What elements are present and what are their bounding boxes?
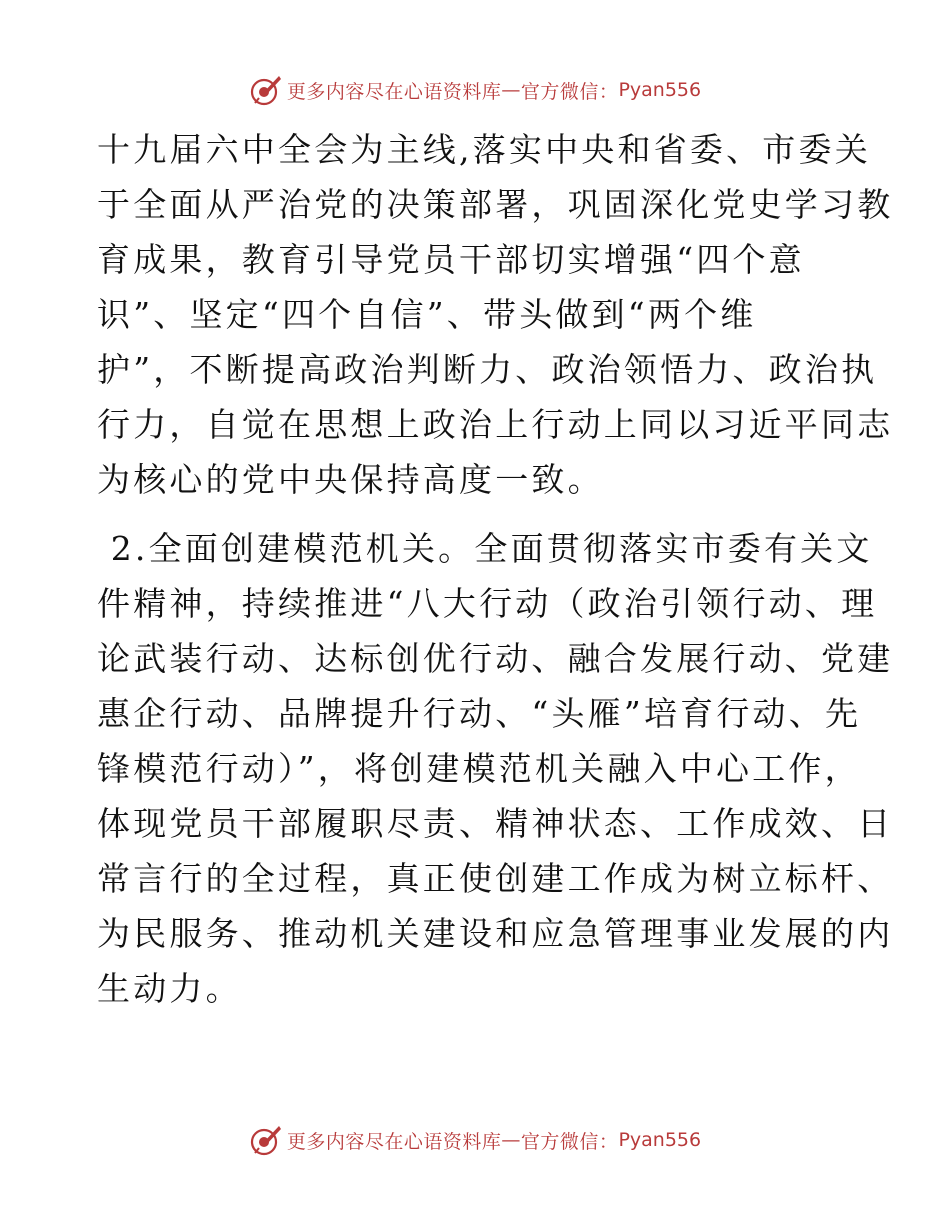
paragraph-1: [97, 122, 894, 507]
text-line: 论武装行动、达标创优行动、融合发展行动、党建: [97, 639, 894, 678]
text-line: 常言行的全过程，真正使创建工作成为树立标杆、: [97, 859, 894, 898]
banner-brand-text: 更多内容尽在心语资料库: [286, 80, 502, 103]
banner-dash: —: [501, 79, 521, 101]
banner-brand-text: 更多内容尽在心语资料库: [286, 1130, 502, 1153]
footer-banner: [0, 1122, 950, 1158]
quill-logo-icon: [249, 1123, 283, 1157]
text-line: 锋模范行动）”，将创建模范机关融入中心工作，: [97, 749, 861, 788]
quill-logo-icon: [249, 73, 283, 107]
text-line: 为核心的党中央保持高度一致。: [97, 460, 604, 499]
banner-wechat-id: Pyan556: [618, 1129, 702, 1151]
header-banner: [0, 72, 950, 108]
banner-dash: —: [501, 1129, 521, 1151]
document-body: [97, 122, 894, 1016]
banner-wechat-id: Pyan556: [618, 79, 702, 101]
banner-wechat-label: 官方微信：: [520, 80, 619, 103]
paragraph-2: [97, 521, 894, 1016]
text-line: 2.全面创建模范机关。全面贯彻落实市委有关文: [97, 529, 873, 568]
text-line: 惠企行动、品牌提升行动、“头雁”培育行动、先: [97, 694, 862, 733]
text-line: 护”，不断提高政治判断力、政治领悟力、政治执: [97, 350, 878, 389]
text-line: 体现党员干部履职尽责、精神状态、工作成效、日: [97, 804, 894, 843]
text-line: 育成果，教育引导党员干部切实增强“四个意: [97, 240, 805, 279]
text-line: 生动力。: [97, 969, 242, 1008]
text-line: 件精神，持续推进“八大行动（政治引领行动、理: [97, 584, 878, 623]
text-line: 识”、坚定“四个自信”、带头做到“两个维: [97, 295, 757, 334]
text-line: 于全面从严治党的决策部署，巩固深化党史学习教: [97, 185, 894, 224]
text-line: 行力，自觉在思想上政治上行动上同以习近平同志: [97, 405, 894, 444]
text-line: 十九届六中全会为主线,落实中央和省委、市委关: [97, 130, 871, 169]
banner-wechat-label: 官方微信：: [520, 1130, 619, 1153]
text-line: 为民服务、推动机关建设和应急管理事业发展的内: [97, 914, 894, 953]
